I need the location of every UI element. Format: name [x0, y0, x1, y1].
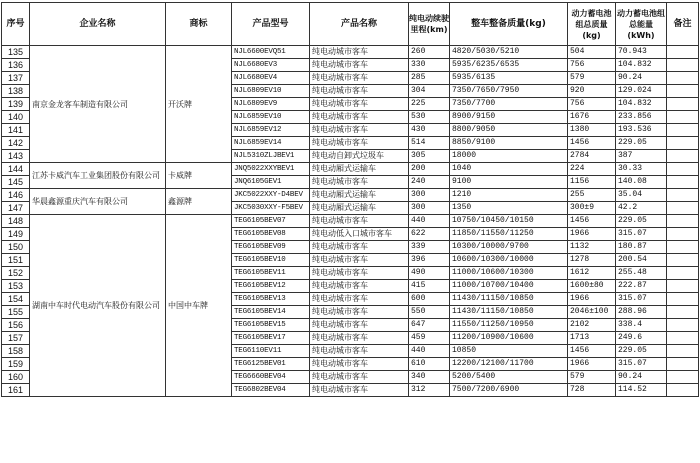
- cell-seq: 156: [2, 319, 30, 332]
- cell-product-name: 纯电动城市客车: [310, 85, 409, 98]
- cell-seq: 153: [2, 280, 30, 293]
- header-curb-weight: 整车整备质量(kg): [450, 3, 568, 46]
- header-remark: 备注: [667, 3, 699, 46]
- cell-curb-weight: 9100: [450, 176, 568, 189]
- cell-remark: [667, 332, 699, 345]
- cell-battery-energy: 233.856: [616, 111, 667, 124]
- cell-model: NJL6600EVQ51: [232, 46, 310, 59]
- cell-seq: 138: [2, 85, 30, 98]
- cell-battery-mass: 579: [568, 72, 616, 85]
- cell-battery-mass: 1966: [568, 228, 616, 241]
- cell-seq: 147: [2, 202, 30, 215]
- cell-product-name: 纯电动城市客车: [310, 332, 409, 345]
- cell-range: 305: [409, 150, 450, 163]
- cell-battery-mass: 920: [568, 85, 616, 98]
- cell-seq: 155: [2, 306, 30, 319]
- cell-curb-weight: 8900/9150: [450, 111, 568, 124]
- cell-curb-weight: 1350: [450, 202, 568, 215]
- cell-model: NJL6859EV10: [232, 111, 310, 124]
- cell-battery-mass: 1966: [568, 293, 616, 306]
- cell-battery-mass: 1612: [568, 267, 616, 280]
- cell-brand: 鑫源牌: [166, 189, 232, 215]
- cell-seq: 141: [2, 124, 30, 137]
- cell-curb-weight: 11430/11150/10850: [450, 293, 568, 306]
- cell-product-name: 纯电动厢式运输车: [310, 189, 409, 202]
- cell-product-name: 纯电动城市客车: [310, 371, 409, 384]
- cell-remark: [667, 111, 699, 124]
- cell-battery-mass: 1456: [568, 137, 616, 150]
- cell-curb-weight: 1210: [450, 189, 568, 202]
- cell-battery-energy: 249.6: [616, 332, 667, 345]
- cell-battery-energy: 42.2: [616, 202, 667, 215]
- cell-range: 440: [409, 215, 450, 228]
- cell-curb-weight: 7350/7650/7950: [450, 85, 568, 98]
- cell-model: JNQ6105GEV1: [232, 176, 310, 189]
- cell-battery-energy: 315.07: [616, 293, 667, 306]
- cell-battery-mass: 1132: [568, 241, 616, 254]
- cell-seq: 143: [2, 150, 30, 163]
- cell-battery-mass: 1456: [568, 345, 616, 358]
- vehicle-catalog-table: [1, 2, 699, 397]
- cell-model: NJL6859EV14: [232, 137, 310, 150]
- cell-curb-weight: 1040: [450, 163, 568, 176]
- cell-range: 260: [409, 46, 450, 59]
- cell-remark: [667, 202, 699, 215]
- cell-battery-mass: 504: [568, 46, 616, 59]
- cell-curb-weight: 10300/10000/9700: [450, 241, 568, 254]
- cell-product-name: 纯电动城市客车: [310, 267, 409, 280]
- cell-battery-mass: 2784: [568, 150, 616, 163]
- cell-range: 459: [409, 332, 450, 345]
- cell-range: 415: [409, 280, 450, 293]
- cell-model: JKC5022XXY-D4BEV: [232, 189, 310, 202]
- cell-battery-mass: 1380: [568, 124, 616, 137]
- cell-seq: 158: [2, 345, 30, 358]
- cell-seq: 140: [2, 111, 30, 124]
- cell-brand: 开沃牌: [166, 46, 232, 163]
- cell-product-name: 纯电动城市客车: [310, 241, 409, 254]
- cell-battery-energy: 288.96: [616, 306, 667, 319]
- cell-model: TEG6105BEV11: [232, 267, 310, 280]
- cell-battery-energy: 193.536: [616, 124, 667, 137]
- table-row: [2, 189, 699, 202]
- cell-range: 285: [409, 72, 450, 85]
- cell-remark: [667, 59, 699, 72]
- cell-product-name: 纯电动城市客车: [310, 137, 409, 150]
- cell-product-name: 纯电动城市客车: [310, 176, 409, 189]
- header-battery-mass: 动力蓄电池组总质量(kg): [568, 3, 616, 46]
- cell-curb-weight: 11000/10600/10300: [450, 267, 568, 280]
- cell-curb-weight: 5935/6235/6535: [450, 59, 568, 72]
- cell-curb-weight: 4820/5030/5210: [450, 46, 568, 59]
- cell-seq: 154: [2, 293, 30, 306]
- cell-remark: [667, 98, 699, 111]
- cell-remark: [667, 280, 699, 293]
- cell-seq: 146: [2, 189, 30, 202]
- cell-battery-energy: 30.33: [616, 163, 667, 176]
- cell-model: TEG6105BEV10: [232, 254, 310, 267]
- cell-remark: [667, 228, 699, 241]
- cell-model: JKC5030XXY-F5BEV: [232, 202, 310, 215]
- cell-seq: 151: [2, 254, 30, 267]
- cell-model: TEG6105BEV13: [232, 293, 310, 306]
- cell-product-name: 纯电动城市客车: [310, 306, 409, 319]
- cell-battery-energy: 229.05: [616, 137, 667, 150]
- cell-model: TEG6105BEV12: [232, 280, 310, 293]
- header-seq: 序号: [2, 3, 30, 46]
- cell-curb-weight: 10850: [450, 345, 568, 358]
- cell-battery-mass: 756: [568, 59, 616, 72]
- header-range: 纯电动续驶里程(km): [409, 3, 450, 46]
- cell-range: 430: [409, 124, 450, 137]
- header-enterprise: 企业名称: [30, 3, 166, 46]
- cell-curb-weight: 8850/9100: [450, 137, 568, 150]
- cell-curb-weight: 11200/10900/10600: [450, 332, 568, 345]
- cell-range: 622: [409, 228, 450, 241]
- cell-battery-mass: 2102: [568, 319, 616, 332]
- cell-curb-weight: 5200/5400: [450, 371, 568, 384]
- cell-enterprise: 南京金龙客车制造有限公司: [30, 46, 166, 163]
- cell-product-name: 纯电动城市客车: [310, 215, 409, 228]
- cell-model: TEG6110EV11: [232, 345, 310, 358]
- cell-curb-weight: 11000/10700/10400: [450, 280, 568, 293]
- cell-seq: 160: [2, 371, 30, 384]
- cell-range: 490: [409, 267, 450, 280]
- cell-curb-weight: 11550/11250/10950: [450, 319, 568, 332]
- header-battery-energy: 动力蓄电池组总能量(kWh): [616, 3, 667, 46]
- cell-model: TEG6802BEV04: [232, 384, 310, 397]
- cell-range: 600: [409, 293, 450, 306]
- cell-battery-mass: 1966: [568, 358, 616, 371]
- cell-product-name: 纯电动厢式运输车: [310, 202, 409, 215]
- cell-curb-weight: 12200/12100/11700: [450, 358, 568, 371]
- cell-enterprise: 湖南中车时代电动汽车股份有限公司: [30, 215, 166, 397]
- cell-curb-weight: 11430/11150/10850: [450, 306, 568, 319]
- cell-remark: [667, 150, 699, 163]
- cell-curb-weight: 18000: [450, 150, 568, 163]
- cell-battery-energy: 222.87: [616, 280, 667, 293]
- cell-range: 610: [409, 358, 450, 371]
- cell-range: 647: [409, 319, 450, 332]
- cell-model: TEG6660BEV04: [232, 371, 310, 384]
- cell-remark: [667, 293, 699, 306]
- cell-seq: 150: [2, 241, 30, 254]
- cell-remark: [667, 163, 699, 176]
- cell-battery-energy: 255.48: [616, 267, 667, 280]
- cell-battery-mass: 255: [568, 189, 616, 202]
- cell-seq: 161: [2, 384, 30, 397]
- cell-curb-weight: 11850/11550/11250: [450, 228, 568, 241]
- cell-battery-energy: 90.24: [616, 72, 667, 85]
- cell-seq: 142: [2, 137, 30, 150]
- cell-battery-energy: 229.05: [616, 215, 667, 228]
- cell-seq: 144: [2, 163, 30, 176]
- cell-remark: [667, 345, 699, 358]
- cell-product-name: 纯电动厢式运输车: [310, 163, 409, 176]
- cell-remark: [667, 176, 699, 189]
- cell-product-name: 纯电动城市客车: [310, 280, 409, 293]
- cell-battery-mass: 1278: [568, 254, 616, 267]
- cell-model: NJL6859EV12: [232, 124, 310, 137]
- cell-curb-weight: 10600/10300/10000: [450, 254, 568, 267]
- cell-range: 514: [409, 137, 450, 150]
- cell-model: TEG6105BEV15: [232, 319, 310, 332]
- cell-battery-mass: 1456: [568, 215, 616, 228]
- cell-battery-mass: 224: [568, 163, 616, 176]
- cell-remark: [667, 241, 699, 254]
- cell-model: TEG6105BEV09: [232, 241, 310, 254]
- cell-battery-mass: 579: [568, 371, 616, 384]
- cell-product-name: 纯电动自卸式垃圾车: [310, 150, 409, 163]
- cell-curb-weight: 5935/6135: [450, 72, 568, 85]
- cell-model: TEG6105BEV07: [232, 215, 310, 228]
- cell-battery-mass: 2046±100: [568, 306, 616, 319]
- cell-model: NJL6809EV10: [232, 85, 310, 98]
- cell-battery-energy: 129.024: [616, 85, 667, 98]
- cell-enterprise: 江苏卡威汽车工业集团股份有限公司: [30, 163, 166, 189]
- cell-range: 396: [409, 254, 450, 267]
- cell-battery-energy: 114.52: [616, 384, 667, 397]
- cell-battery-energy: 315.07: [616, 228, 667, 241]
- cell-remark: [667, 189, 699, 202]
- cell-brand: 卡威牌: [166, 163, 232, 189]
- cell-battery-mass: 1600±80: [568, 280, 616, 293]
- cell-battery-energy: 35.04: [616, 189, 667, 202]
- cell-remark: [667, 124, 699, 137]
- cell-battery-mass: 1676: [568, 111, 616, 124]
- cell-battery-mass: 728: [568, 384, 616, 397]
- cell-model: TEG6105BEV14: [232, 306, 310, 319]
- header-model: 产品型号: [232, 3, 310, 46]
- cell-curb-weight: 8800/9050: [450, 124, 568, 137]
- cell-range: 300: [409, 189, 450, 202]
- cell-remark: [667, 319, 699, 332]
- cell-seq: 149: [2, 228, 30, 241]
- cell-seq: 159: [2, 358, 30, 371]
- cell-remark: [667, 72, 699, 85]
- cell-remark: [667, 371, 699, 384]
- cell-range: 304: [409, 85, 450, 98]
- cell-product-name: 纯电动城市客车: [310, 46, 409, 59]
- table-row: [2, 46, 699, 59]
- cell-model: TEG6105BEV17: [232, 332, 310, 345]
- cell-curb-weight: 7500/7200/6900: [450, 384, 568, 397]
- cell-range: 530: [409, 111, 450, 124]
- cell-remark: [667, 85, 699, 98]
- cell-model: NJL6680EV3: [232, 59, 310, 72]
- cell-battery-energy: 104.832: [616, 59, 667, 72]
- cell-seq: 152: [2, 267, 30, 280]
- table-body: [2, 46, 699, 397]
- cell-seq: 148: [2, 215, 30, 228]
- header-row: [2, 3, 699, 46]
- cell-product-name: 纯电动城市客车: [310, 293, 409, 306]
- cell-range: 200: [409, 163, 450, 176]
- cell-range: 240: [409, 176, 450, 189]
- cell-model: TEG6105BEV08: [232, 228, 310, 241]
- cell-range: 225: [409, 98, 450, 111]
- cell-product-name: 纯电动城市客车: [310, 384, 409, 397]
- cell-remark: [667, 254, 699, 267]
- cell-product-name: 纯电动城市客车: [310, 319, 409, 332]
- cell-battery-energy: 180.87: [616, 241, 667, 254]
- cell-remark: [667, 306, 699, 319]
- cell-battery-mass: 1156: [568, 176, 616, 189]
- cell-remark: [667, 46, 699, 59]
- cell-product-name: 纯电动城市客车: [310, 72, 409, 85]
- cell-seq: 135: [2, 46, 30, 59]
- cell-enterprise: 华晨鑫源重庆汽车有限公司: [30, 189, 166, 215]
- cell-range: 312: [409, 384, 450, 397]
- cell-model: NJL5310ZLJBEV1: [232, 150, 310, 163]
- cell-range: 330: [409, 59, 450, 72]
- cell-model: TEG6125BEV01: [232, 358, 310, 371]
- table-row: [2, 163, 699, 176]
- cell-remark: [667, 384, 699, 397]
- cell-seq: 145: [2, 176, 30, 189]
- cell-seq: 157: [2, 332, 30, 345]
- cell-battery-mass: 300±9: [568, 202, 616, 215]
- cell-battery-energy: 90.24: [616, 371, 667, 384]
- cell-battery-energy: 200.54: [616, 254, 667, 267]
- cell-battery-mass: 1713: [568, 332, 616, 345]
- cell-range: 300: [409, 202, 450, 215]
- cell-battery-energy: 140.08: [616, 176, 667, 189]
- cell-range: 340: [409, 371, 450, 384]
- cell-brand: 中国中车牌: [166, 215, 232, 397]
- cell-battery-energy: 104.832: [616, 98, 667, 111]
- cell-remark: [667, 137, 699, 150]
- cell-product-name: 纯电动城市客车: [310, 124, 409, 137]
- cell-seq: 137: [2, 72, 30, 85]
- cell-remark: [667, 215, 699, 228]
- cell-battery-mass: 756: [568, 98, 616, 111]
- cell-range: 339: [409, 241, 450, 254]
- cell-curb-weight: 10750/10450/10150: [450, 215, 568, 228]
- cell-battery-energy: 229.05: [616, 345, 667, 358]
- cell-remark: [667, 267, 699, 280]
- cell-range: 440: [409, 345, 450, 358]
- cell-remark: [667, 358, 699, 371]
- cell-seq: 136: [2, 59, 30, 72]
- cell-model: JNQ5022XXYBEV1: [232, 163, 310, 176]
- header-brand: 商标: [166, 3, 232, 46]
- cell-battery-energy: 315.07: [616, 358, 667, 371]
- header-product-name: 产品名称: [310, 3, 409, 46]
- cell-range: 550: [409, 306, 450, 319]
- cell-model: NJL6809EV9: [232, 98, 310, 111]
- cell-product-name: 纯电动城市客车: [310, 345, 409, 358]
- cell-seq: 139: [2, 98, 30, 111]
- cell-model: NJL6680EV4: [232, 72, 310, 85]
- cell-battery-energy: 387: [616, 150, 667, 163]
- cell-product-name: 纯电动低入口城市客车: [310, 228, 409, 241]
- cell-battery-energy: 338.4: [616, 319, 667, 332]
- cell-product-name: 纯电动城市客车: [310, 358, 409, 371]
- cell-product-name: 纯电动城市客车: [310, 111, 409, 124]
- table-row: [2, 215, 699, 228]
- cell-battery-energy: 70.943: [616, 46, 667, 59]
- cell-curb-weight: 7350/7700: [450, 98, 568, 111]
- cell-product-name: 纯电动城市客车: [310, 98, 409, 111]
- cell-product-name: 纯电动城市客车: [310, 254, 409, 267]
- cell-product-name: 纯电动城市客车: [310, 59, 409, 72]
